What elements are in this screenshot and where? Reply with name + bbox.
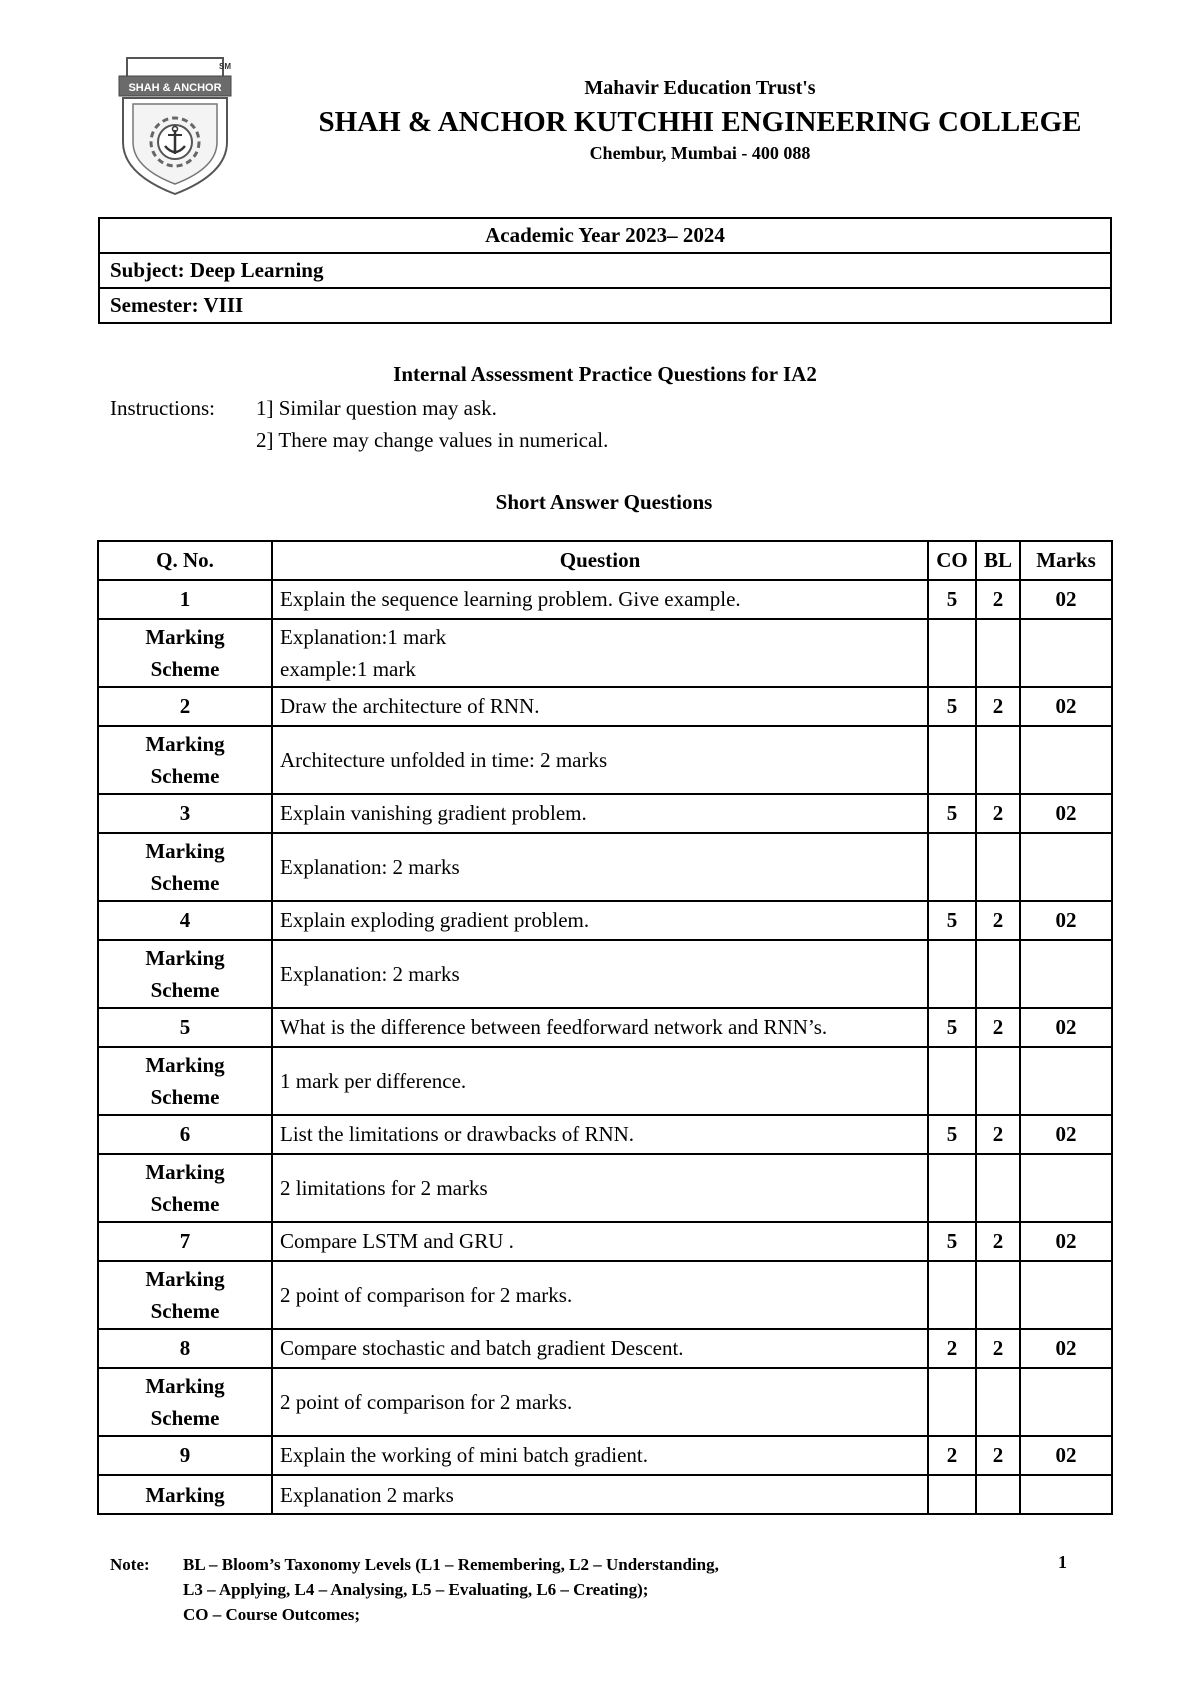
marking-scheme-text [272, 1261, 928, 1329]
college-name: SHAH & ANCHOR KUTCHHI ENGINEERING COLLEGE [318, 106, 1082, 138]
question-text: What is the difference between feedforward network and RNN’s. [272, 1008, 928, 1047]
marking-scheme-label-line: Marking [145, 1482, 225, 1507]
marking-marks-empty [1020, 726, 1112, 794]
marking-scheme-line: Explanation: 2 marks [280, 855, 460, 879]
marking-scheme-text [272, 1047, 928, 1115]
marking-bl-empty [976, 619, 1020, 687]
marking-bl-empty [976, 833, 1020, 901]
marking-scheme-label-line: Marking [145, 946, 225, 970]
marking-scheme-label-line: Scheme [150, 657, 220, 681]
question-co: 5 [928, 1008, 976, 1047]
question-row [98, 901, 1112, 940]
marking-scheme-label-line: Scheme [150, 1299, 220, 1323]
question-bl: 2 [976, 1436, 1020, 1475]
header-bl: BL [976, 541, 1020, 580]
question-row [98, 1436, 1112, 1475]
question-marks: 02 [1020, 1008, 1112, 1047]
marking-scheme-label [98, 1154, 272, 1222]
instructions-label: Instructions: [110, 396, 215, 420]
college-address: Chembur, Mumbai - 400 088 [589, 143, 811, 163]
instruction-item: 1] Similar question may ask. [256, 396, 497, 420]
question-text: Explain vanishing gradient problem. [272, 794, 928, 833]
marking-co-empty [928, 1368, 976, 1436]
college-header [240, 76, 1160, 164]
question-co: 5 [928, 1115, 976, 1154]
marking-marks-empty [1020, 833, 1112, 901]
question-number: 2 [98, 687, 272, 726]
marking-scheme-line: 2 limitations for 2 marks [280, 1176, 488, 1200]
trust-name: Mahavir Education Trust's [584, 77, 816, 99]
marking-bl-empty [976, 940, 1020, 1008]
question-text: Explain the working of mini batch gradient. [272, 1436, 928, 1475]
course-info-table [98, 217, 1112, 324]
marking-marks-empty [1020, 940, 1112, 1008]
marking-scheme-label-line: Marking [145, 732, 225, 756]
question-row [98, 1115, 1112, 1154]
question-co: 5 [928, 687, 976, 726]
question-row [98, 1222, 1112, 1261]
question-number: 4 [98, 901, 272, 940]
academic-year: Academic Year 2023– 2024 [99, 218, 1111, 253]
question-number: 5 [98, 1008, 272, 1047]
marking-bl-empty [976, 1154, 1020, 1222]
question-marks: 02 [1020, 1115, 1112, 1154]
marking-co-empty [928, 1475, 976, 1514]
header-question: Question [272, 541, 928, 580]
header-marks: Marks [1020, 541, 1112, 580]
question-number: 7 [98, 1222, 272, 1261]
marking-scheme-text [272, 940, 928, 1008]
marking-scheme-text [272, 619, 928, 687]
questions-table [97, 540, 1113, 1515]
question-bl: 2 [976, 1222, 1020, 1261]
marking-scheme-line: 2 point of comparison for 2 marks. [280, 1390, 573, 1414]
logo-banner-text: SHAH & ANCHOR [128, 82, 222, 94]
question-bl: 2 [976, 1329, 1020, 1368]
question-text: Draw the architecture of RNN. [272, 687, 928, 726]
marking-scheme-row [98, 1154, 1112, 1222]
marking-scheme-line: 1 mark per difference. [280, 1069, 467, 1093]
question-bl: 2 [976, 687, 1020, 726]
marking-scheme-label [98, 1047, 272, 1115]
marking-scheme-line: Explanation: 2 marks [280, 962, 460, 986]
question-marks: 02 [1020, 1329, 1112, 1368]
question-number: 1 [98, 580, 272, 619]
question-text: Compare stochastic and batch gradient Descent. [272, 1329, 928, 1368]
marking-scheme-label [98, 833, 272, 901]
marking-co-empty [928, 833, 976, 901]
question-co: 5 [928, 580, 976, 619]
marking-scheme-label-line: Marking [145, 1267, 225, 1291]
marking-scheme-row [98, 1475, 1112, 1514]
marking-marks-empty [1020, 1261, 1112, 1329]
marking-scheme-line: example:1 mark [280, 657, 416, 681]
marking-co-empty [928, 726, 976, 794]
question-co: 5 [928, 1222, 976, 1261]
marking-scheme-row [98, 833, 1112, 901]
marking-scheme-label-line: Marking [145, 1160, 225, 1184]
question-co: 2 [928, 1329, 976, 1368]
question-text: Explain the sequence learning problem. Give example. [272, 580, 928, 619]
question-marks: 02 [1020, 1436, 1112, 1475]
marking-scheme-label-line: Scheme [150, 1192, 220, 1216]
marking-marks-empty [1020, 1047, 1112, 1115]
marking-scheme-label [98, 619, 272, 687]
question-bl: 2 [976, 580, 1020, 619]
marking-co-empty [928, 619, 976, 687]
marking-scheme-label-line: Scheme [150, 871, 220, 895]
marking-scheme-label [98, 726, 272, 794]
question-bl: 2 [976, 1115, 1020, 1154]
questions-body [98, 580, 1112, 1514]
header-co: CO [928, 541, 976, 580]
marking-bl-empty [976, 1368, 1020, 1436]
question-number: 3 [98, 794, 272, 833]
marking-marks-empty [1020, 1368, 1112, 1436]
note-line: BL – Bloom’s Taxonomy Levels (L1 – Remembering, L2 – Understanding, [183, 1555, 719, 1574]
marking-scheme-row [98, 1368, 1112, 1436]
question-text: Compare LSTM and GRU . [272, 1222, 928, 1261]
instruction-item: 2] There may change values in numerical. [256, 428, 609, 452]
marking-scheme-text [272, 833, 928, 901]
marking-co-empty [928, 940, 976, 1008]
marking-marks-empty [1020, 1475, 1112, 1514]
marking-scheme-line: Explanation 2 marks [280, 1482, 454, 1507]
subject: Subject: Deep Learning [99, 253, 1111, 288]
marking-scheme-label [98, 1475, 272, 1514]
marking-scheme-label-line: Marking [145, 625, 225, 649]
marking-co-empty [928, 1154, 976, 1222]
marking-scheme-row [98, 619, 1112, 687]
marking-scheme-label-line: Scheme [150, 764, 220, 788]
question-marks: 02 [1020, 901, 1112, 940]
marking-scheme-label [98, 940, 272, 1008]
question-co: 5 [928, 901, 976, 940]
marking-bl-empty [976, 1475, 1020, 1514]
question-number: 9 [98, 1436, 272, 1475]
marking-bl-empty [976, 726, 1020, 794]
note-label: Note: [110, 1555, 150, 1574]
question-row [98, 1329, 1112, 1368]
marking-scheme-text [272, 726, 928, 794]
question-row [98, 1008, 1112, 1047]
question-co: 5 [928, 794, 976, 833]
marking-scheme-label [98, 1368, 272, 1436]
question-row [98, 687, 1112, 726]
note-body [183, 1552, 963, 1627]
question-row [98, 580, 1112, 619]
page-number: 1 [1058, 1552, 1067, 1572]
marking-scheme-label-line: Marking [145, 1374, 225, 1398]
marking-scheme-row [98, 726, 1112, 794]
question-bl: 2 [976, 794, 1020, 833]
question-number: 8 [98, 1329, 272, 1368]
marking-scheme-row [98, 1047, 1112, 1115]
semester: Semester: VIII [99, 288, 1111, 323]
marking-scheme-label-line: Scheme [150, 978, 220, 1002]
marking-marks-empty [1020, 1154, 1112, 1222]
question-marks: 02 [1020, 1222, 1112, 1261]
question-text: List the limitations or drawbacks of RNN. [272, 1115, 928, 1154]
marking-scheme-label-line: Scheme [150, 1085, 220, 1109]
marking-co-empty [928, 1047, 976, 1115]
marking-scheme-row [98, 1261, 1112, 1329]
marking-scheme-label-line: Marking [145, 1053, 225, 1077]
marking-scheme-label-line: Marking [145, 839, 225, 863]
question-text: Explain exploding gradient problem. [272, 901, 928, 940]
marking-scheme-text [272, 1475, 928, 1514]
marking-scheme-line: Explanation:1 mark [280, 625, 447, 649]
marking-co-empty [928, 1261, 976, 1329]
college-logo [113, 56, 237, 196]
marking-scheme-label-line: Scheme [150, 1406, 220, 1430]
section-title: Short Answer Questions [495, 490, 713, 514]
marking-bl-empty [976, 1047, 1020, 1115]
question-bl: 2 [976, 1008, 1020, 1047]
assessment-title: Internal Assessment Practice Questions for IA2 [393, 362, 817, 386]
question-co: 2 [928, 1436, 976, 1475]
question-marks: 02 [1020, 687, 1112, 726]
logo-sm-mark: SM [219, 62, 231, 71]
note-line: L3 – Applying, L4 – Analysing, L5 – Evaluating, L6 – Creating); [183, 1580, 649, 1599]
question-number: 6 [98, 1115, 272, 1154]
marking-scheme-text [272, 1154, 928, 1222]
marking-scheme-line: 2 point of comparison for 2 marks. [280, 1283, 573, 1307]
marking-scheme-label [98, 1261, 272, 1329]
question-bl: 2 [976, 901, 1020, 940]
marking-scheme-line: Architecture unfolded in time: 2 marks [280, 748, 608, 772]
marking-scheme-text [272, 1368, 928, 1436]
marking-scheme-row [98, 940, 1112, 1008]
header-qno: Q. No. [98, 541, 272, 580]
marking-bl-empty [976, 1261, 1020, 1329]
question-marks: 02 [1020, 794, 1112, 833]
question-row [98, 794, 1112, 833]
marking-marks-empty [1020, 619, 1112, 687]
note-line: CO – Course Outcomes; [183, 1605, 361, 1624]
question-marks: 02 [1020, 580, 1112, 619]
